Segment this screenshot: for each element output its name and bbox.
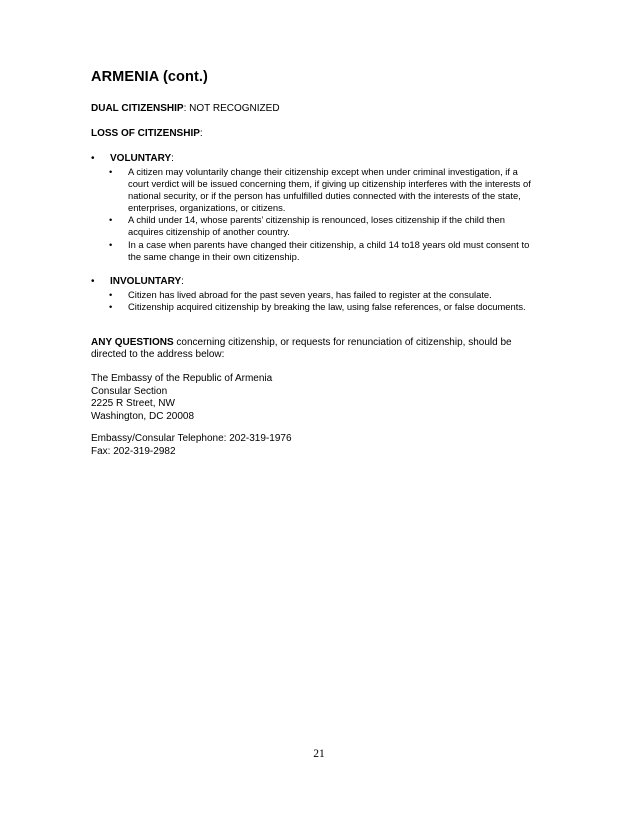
address-line: Consular Section [91,385,168,397]
fax-line: Fax: 202-319-2982 [91,445,176,457]
dual-citizenship-label: DUAL CITIZENSHIP [91,103,184,114]
embassy-address [91,373,272,423]
page-number: 21 [313,748,325,760]
address-line: 2225 R Street, NW [91,398,175,409]
embassy-contact [91,433,292,458]
loss-of-citizenship-label: LOSS OF CITIZENSHIP [91,128,200,139]
questions-line-1 [91,337,512,349]
telephone-line: Embassy/Consular Telephone: 202-319-1976 [91,433,292,444]
involuntary-label: INVOLUNTARY [110,276,182,287]
questions-label: ANY QUESTIONS [91,337,174,348]
involuntary-suffix: : [181,276,184,287]
list-item [110,301,540,313]
bullet-icon: • [109,214,113,225]
list-item-text: In a case when parents have changed their citizenship, a child 14 to18 years old must consent to the same change in their own citizenship. [128,239,530,262]
list-item-text: A citizen may voluntarily change their citizenship except when under criminal investigation, if a court verdict will be issued concerning them, if giving up citizenship interferes with the interests of national security, or if the person has unfulfilled duties connected with the interests of the state, enterprises, organizations, or citizens. [128,166,531,213]
list-item [110,239,540,263]
questions-text: concerning citizenship, or requests for renunciation of citizenship, should be [173,337,512,348]
loss-of-citizenship-suffix: : [199,128,203,139]
list-item-text: Citizenship acquired citizenship by breaking the law, using false references, or false documents. [128,301,526,312]
list-item-text: Citizen has lived abroad for the past seven years, has failed to register at the consulate. [128,289,492,300]
voluntary-suffix: : [171,153,174,164]
bullet-icon: • [109,239,113,250]
bullet-icon: • [91,276,95,287]
loss-of-citizenship-heading [91,128,203,140]
list-item [110,289,540,301]
bullet-icon: • [109,301,113,312]
list-item-text: A child under 14, whose parents’ citizenship is renounced, loses citizenship if the child then acquires citizenship of another country. [128,214,505,237]
address-line: Washington, DC 20008 [91,410,195,422]
voluntary-label: VOLUNTARY [110,153,172,164]
address-line: The Embassy of the Republic of Armenia [91,373,273,384]
questions-line-2: directed to the address below: [91,349,225,360]
bullet-icon: • [109,166,113,177]
page-title: ARMENIA (cont.) [91,69,208,85]
list-item [110,214,540,238]
bullet-icon: • [109,289,113,300]
dual-citizenship-value: : NOT RECOGNIZED [183,103,280,114]
bullet-icon: • [91,153,95,164]
list-item [110,166,540,214]
dual-citizenship-line [91,103,280,115]
